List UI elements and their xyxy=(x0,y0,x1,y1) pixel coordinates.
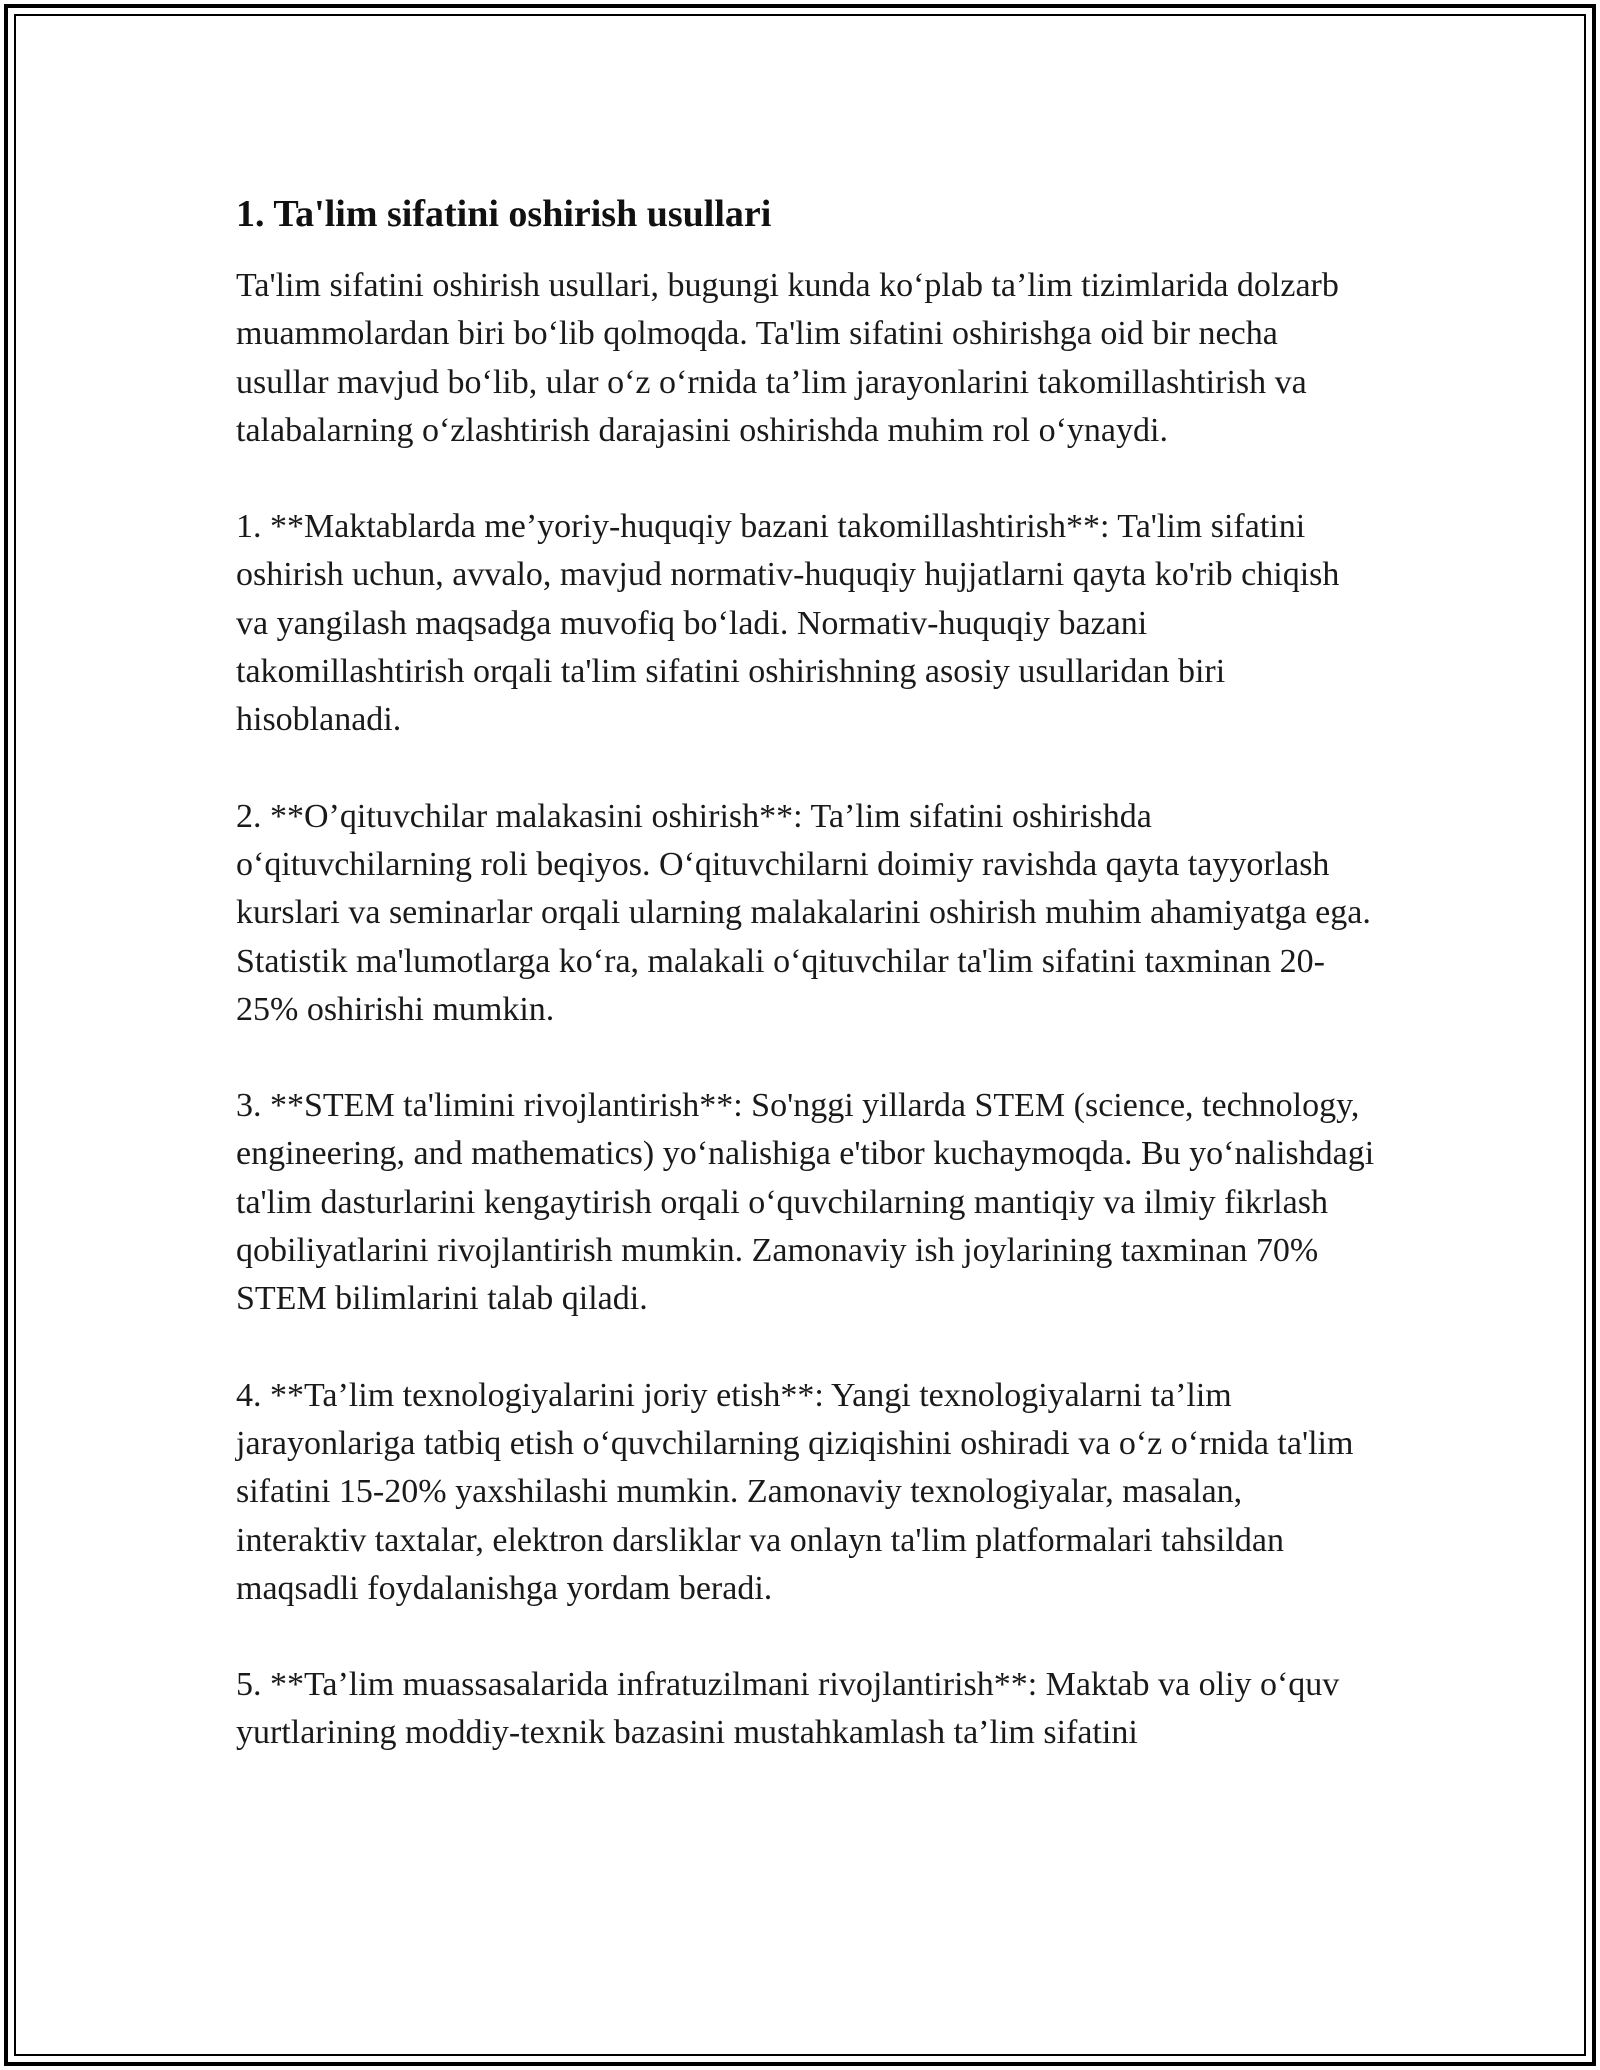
paragraph-item-4: 4. **Ta’lim texnologiyalarini joriy etish**: Yangi texnologiyalarni ta’lim jarayonlariga tatbiq etish o‘quvchilarning qiziqishini oshiradi va o‘z o‘rnida ta'lim sifatini 15-20% yaxshilashi mumkin. Zamonaviy texnologiyalar, masalan, interaktiv taxtalar, elektron darsliklar va onlayn ta'lim platformalari tahsildan maqsadli foydalanishga yordam beradi. xyxy=(236,1376,1354,1607)
intro-paragraph: Ta'lim sifatini oshirish usullari, bugungi kunda ko‘plab ta’lim tizimlarida dolzarb muammolardan biri bo‘lib qolmoqda. Ta'lim sifatini oshirishga oid bir necha usullar mavjud bo‘lib, ular o‘z o‘rnida ta’lim jarayonlarini takomillashtirish va talabalarning o‘zlashtirish darajasini oshirishda muhim rol o‘ynaydi. xyxy=(236,267,1339,449)
paragraph-item-5: 5. **Ta’lim muassasalarida infratuzilmani rivojlantirish**: Maktab va oliy o‘quv yurtlarining moddiy-texnik bazasini mustahkamlash ta’lim sifatini xyxy=(236,1666,1340,1752)
document-title: 1. Ta'lim sifatini oshirish usullari xyxy=(236,193,772,235)
paragraph-item-1: 1. **Maktablarda me’yoriy-huquqiy bazani takomillashtirish**: Ta'lim sifatini oshirish uchun, avvalo, mavjud normativ-huquqiy hujjatlarni qayta ko'rib chiqish va yangilash maqsadga muvofiq bo‘ladi. Normativ-huquqiy bazani takomillashtirish orqali ta'lim sifatini oshirishning asosiy usullaridan biri hisoblanadi. xyxy=(236,508,1340,739)
paragraph-item-3: 3. **STEM ta'limini rivojlantirish**: So'nggi yillarda STEM (science, technology, engineering, and mathematics) yo‘nalishiga e'tibor kuchaymoqda. Bu yo‘nalishdagi ta'lim dasturlarini kengaytirish orqali o‘quvchilarning mantiqiy va ilmiy fikrlash qobiliyatlarini rivojlantirish mumkin. Zamonaviy ish joylarining taxminan 70% STEM bilimlarini talab qiladi. xyxy=(236,1087,1375,1318)
document-body xyxy=(236,186,1376,1806)
paragraph-item-2: 2. **O’qituvchilar malakasini oshirish**: Ta’lim sifatini oshirishda o‘qituvchilarning roli beqiyos. O‘qituvchilarni doimiy ravishda qayta tayyorlash kurslari va seminarlar orqali ularning malakalarini oshirish muhim ahamiyatga ega. Statistik ma'lumotlarga ko‘ra, malakali o‘qituvchilar ta'lim sifatini taxminan 20-25% oshirishi mumkin. xyxy=(236,797,1371,1028)
